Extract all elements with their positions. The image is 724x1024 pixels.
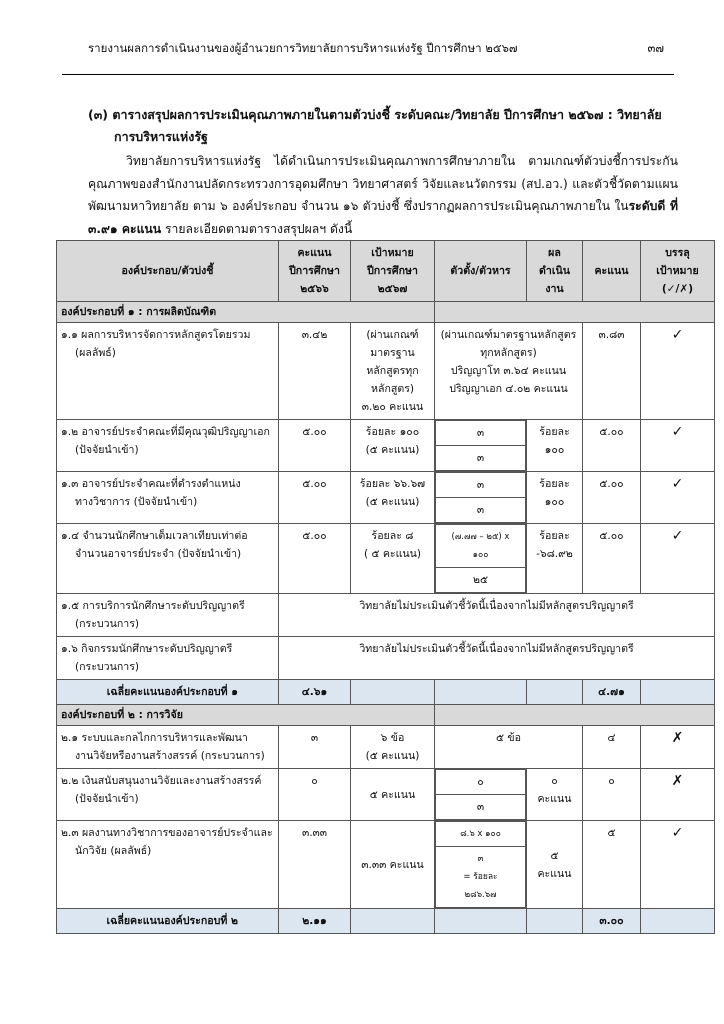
section-title-line1: (๓) ตารางสรุปผลการประเมินคุณภาพภายในตามตัวบ่งชี้ ระดับคณะ/วิทยาลัย ปีการศึกษา ๒๕๖๗ : วิทยาลัย [88,107,662,122]
result: ร้อยละ ๑๐๐ [527,472,583,524]
table-row [57,594,715,637]
indicator-name: ๑.๖ กิจกรรมนักศึกษาระดับปริญญาตรี (กระบวนการ) [57,637,279,680]
result: ๕ คะแนน [527,821,583,909]
score: ๐ [583,769,641,821]
achieve-cross-icon: ✗ [641,726,715,769]
prev-score: ๐ [279,769,351,821]
section-title [88,104,676,148]
ratio [435,524,527,594]
denominator: ๓ [436,446,526,471]
numerator: ๓ [436,473,526,498]
score: ๕.๐๐ [583,524,641,594]
result: (ผ่านเกณฑ์มาตรฐานหลักสูตร ทุกหลักสูตร) ปริญญาโท ๓.๖๔ คะแนน ปริญญาเอก ๔.๐๒ คะแนน [435,323,583,420]
table-row [57,769,715,821]
not-assessed-note: วิทยาลัยไม่ประเมินตัวชี้วัดนี้เนื่องจากไม่มีหลักสูตรปริญญาตรี [279,637,715,680]
header-target: เป้าหมาย ปีการศึกษา ๒๕๖๗ [351,241,435,302]
header-component: องค์ประกอบ/ตัวบ่งชี้ [57,241,279,302]
achieve-check-icon: ✓ [641,420,715,472]
prev-score: ๓ [279,726,351,769]
indicator-name: ๒.๓ ผลงานทางวิชาการของอาจารย์ประจำและ นักวิจัย (ผลลัพธ์) [57,821,279,909]
summary-table [56,240,715,934]
indicator-name: ๑.๔ จำนวนนักศึกษาเต็มเวลาเทียบเท่าต่อ จำนวนอาจารย์ประจำ (ปัจจัยนำเข้า) [57,524,279,594]
table-row [57,726,715,769]
achieve-check-icon: ✓ [641,821,715,909]
indicator-name: ๑.๑ ผลการบริหารจัดการหลักสูตรโดยรวม (ผลลัพธ์) [57,323,279,420]
intro-bold: ระดับดี ที่ ๓.๙๑ คะแนน [88,199,679,236]
table-row [57,637,715,680]
table-row [57,524,715,594]
result: ๐ คะแนน [527,769,583,821]
target: ร้อยละ ๖๖.๖๗ (๕ คะแนน) [351,472,435,524]
indicator-name: ๑.๒ อาจารย์ประจำคณะที่มีคุณวุฒิปริญญาเอก (ปัจจัยนำเข้า) [57,420,279,472]
score: ๓.๘๓ [583,323,641,420]
score: ๔ [583,726,641,769]
header-result: ผล ดำเนิน งาน [527,241,583,302]
prev-score: ๓.๓๓ [279,821,351,909]
ratio [435,821,527,909]
header-achieve: บรรลุ เป้าหมาย (✓/✗) [641,241,715,302]
average-prev: ๒.๑๑ [279,909,351,934]
not-assessed-note: วิทยาลัยไม่ประเมินตัวชี้วัดนี้เนื่องจากไม่มีหลักสูตรปริญญาตรี [279,594,715,637]
group-row [57,302,715,323]
header-score-prev: คะแนน ปีการศึกษา ๒๕๖๖ [279,241,351,302]
denominator: ๓ [436,795,526,820]
prev-score: ๕.๐๐ [279,420,351,472]
denominator: ๓ = ร้อยละ ๒๘๖.๖๗ [436,847,526,908]
group-label: องค์ประกอบที่ ๑ : การผลิตบัณฑิต [57,302,435,323]
indicator-name: ๒.๑ ระบบและกลไกการบริหารและพัฒนา งานวิจัยหรืองานสร้างสรรค์ (กระบวนการ) [57,726,279,769]
group-label: องค์ประกอบที่ ๒ : การวิจัย [57,705,435,726]
achieve-check-icon: ✓ [641,524,715,594]
target: ๓.๓๓ คะแนน [351,821,435,909]
prev-score: ๓.๔๒ [279,323,351,420]
indicator-name: ๒.๒ เงินสนับสนุนงานวิจัยและงานสร้างสรรค์ (ปัจจัยนำเข้า) [57,769,279,821]
average-prev: ๔.๖๑ [279,680,351,705]
achieve-check-icon: ✓ [641,472,715,524]
denominator: ๒๕ [436,568,526,593]
ratio [435,769,527,821]
score: ๕ [583,821,641,909]
numerator: ๐ [436,770,526,795]
score: ๕.๐๐ [583,420,641,472]
numerator: (๗.๗๗ – ๒๕) x ๑๐๐ [436,525,526,568]
score: ๕.๐๐ [583,472,641,524]
average-row [57,680,715,705]
average-score: ๓.๐๐ [583,909,641,934]
average-label: เฉลี่ยคะแนนองค์ประกอบที่ ๒ [57,909,279,934]
target: (ผ่านเกณฑ์มาตรฐาน หลักสูตรทุกหลักสูตร) ๓.๒๐ คะแนน [351,323,435,420]
numerator: ๓ [436,421,526,446]
indicator-name: ๑.๕ การบริการนักศึกษาระดับปริญญาตรี (กระบวนการ) [57,594,279,637]
prev-score: ๕.๐๐ [279,472,351,524]
achieve-cross-icon: ✗ [641,769,715,821]
target: ๖ ข้อ (๕ คะแนน) [351,726,435,769]
table-row [57,472,715,524]
target: ร้อยละ ๑๐๐ (๕ คะแนน) [351,420,435,472]
table-header-row [57,241,715,302]
result: ร้อยละ ๑๐๐ [527,420,583,472]
average-score: ๔.๗๑ [583,680,641,705]
result: ๕ ข้อ [435,726,583,769]
ratio [435,420,527,472]
intro-text: วิทยาลัยการบริหารแห่งรัฐ ได้ดำเนินการประเมินคุณภาพการศึกษาภายใน ตามเกณฑ์ตัวบ่งชี้การประกันคุณภาพของสำนักงานปลัดกระทรวงการอุดมศึกษา วิทยาศาสตร์ วิจัยและนวัตกรรม (สป.อว.) และตัวชี้วัดตามแผนพัฒนามหาวิทยาลัย ตาม ๖ องค์ประกอบ จำนวน ๑๖ ตัวบ่งชี้ ซึ่งปรากฏผลการประเมินคุณภาพภายใน ใน [88,154,678,213]
result: ร้อยละ -๖๘.๙๒ [527,524,583,594]
ratio [435,472,527,524]
header-score: คะแนน [583,241,641,302]
denominator: ๓ [436,498,526,523]
header-title: รายงานผลการดำเนินงานของผู้อำนวยการวิทยาลัยการบริหารแห่งรัฐ ปีการศึกษา ๒๕๖๗ [88,41,518,55]
intro-tail: รายละเอียดตามตารางสรุปผลฯ ดังนี้ [161,221,353,236]
header-divider [62,74,674,75]
table-row [57,420,715,472]
group-row [57,705,715,726]
table-row [57,821,715,909]
target: ๕ คะแนน [351,769,435,821]
target: ร้อยละ ๘ ( ๕ คะแนน) [351,524,435,594]
header-ratio: ตัวตั้ง/ตัวหาร [435,241,527,302]
achieve-check-icon: ✓ [641,323,715,420]
page-header [88,40,664,58]
average-row [57,909,715,934]
average-label: เฉลี่ยคะแนนองค์ประกอบที่ ๑ [57,680,279,705]
prev-score: ๕.๐๐ [279,524,351,594]
numerator: ๘.๖ x ๑๐๐ [436,822,526,847]
section-title-line2: การบริหารแห่งรัฐ [114,129,208,144]
intro-paragraph [88,150,678,240]
indicator-name: ๑.๓ อาจารย์ประจำคณะที่ดำรงตำแหน่ง ทางวิชาการ (ปัจจัยนำเข้า) [57,472,279,524]
page-number: ๓๗ [647,41,664,55]
table-row [57,323,715,420]
